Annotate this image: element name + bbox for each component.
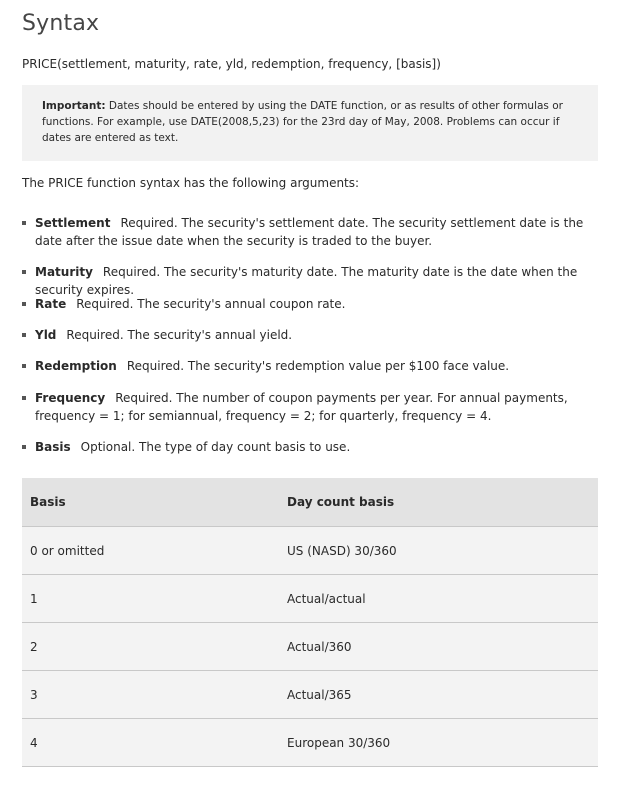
argument-description: Required. The security's settlement date. The security settlement date is the date after the issue date when the security is traded to the buyer.: [35, 216, 584, 248]
arguments-intro: The PRICE function syntax has the following arguments:: [22, 176, 360, 190]
function-signature: PRICE(settlement, maturity, rate, yld, redemption, frequency, [basis]): [22, 57, 441, 71]
table-cell: Actual/actual: [279, 575, 598, 623]
important-note: [22, 85, 598, 161]
note-text: Dates should be entered by using the DATE function, or as results of other formulas or functions. For example, use DATE(2008,5,23) for the 23rd day of May, 2008. Problems can occur if dates are entered as text.: [42, 100, 563, 144]
argument-description: Required. The security's maturity date. The maturity date is the date when the security expires.: [35, 265, 578, 297]
argument-description: Required. The security's annual coupon rate.: [76, 297, 346, 311]
table-cell: European 30/360: [279, 719, 598, 767]
argument-description: Required. The security's annual yield.: [66, 328, 293, 342]
argument-name: Rate: [35, 297, 67, 311]
bullet-icon: [22, 221, 26, 225]
argument-name: Settlement: [35, 216, 111, 230]
column-header-basis: Basis: [22, 478, 279, 527]
argument-name: Basis: [35, 440, 71, 454]
bullet-icon: [22, 445, 26, 449]
table-row: [22, 719, 598, 767]
table-row: [22, 623, 598, 671]
note-label: Important:: [42, 100, 106, 112]
table-header-row: [22, 478, 598, 527]
bullet-icon: [22, 270, 26, 274]
argument-name: Yld: [35, 328, 57, 342]
table-cell: 0 or omitted: [22, 527, 279, 575]
argument-description: Required. The number of coupon payments per year. For annual payments, frequency = 1; for semiannual, frequency = 2; for quarterly, frequency = 4.: [35, 391, 568, 423]
table-cell: 4: [22, 719, 279, 767]
table-cell: 3: [22, 671, 279, 719]
bullet-icon: [22, 333, 26, 337]
argument-name: Redemption: [35, 359, 117, 373]
table-cell: Actual/365: [279, 671, 598, 719]
bullet-icon: [22, 302, 26, 306]
page-title: Syntax: [22, 11, 100, 36]
table-row: [22, 527, 598, 575]
argument-description: Optional. The type of day count basis to use.: [80, 440, 351, 454]
argument-name: Frequency: [35, 391, 106, 405]
bullet-icon: [22, 364, 26, 368]
table-cell: 2: [22, 623, 279, 671]
basis-table: [22, 478, 598, 767]
argument-name: Maturity: [35, 265, 93, 279]
table-cell: 1: [22, 575, 279, 623]
argument-description: Required. The security's redemption value per $100 face value.: [126, 359, 510, 373]
bullet-icon: [22, 396, 26, 400]
table-row: [22, 671, 598, 719]
column-header-day-count-basis: Day count basis: [279, 478, 598, 527]
table-cell: US (NASD) 30/360: [279, 527, 598, 575]
table-cell: Actual/360: [279, 623, 598, 671]
table-row: [22, 575, 598, 623]
